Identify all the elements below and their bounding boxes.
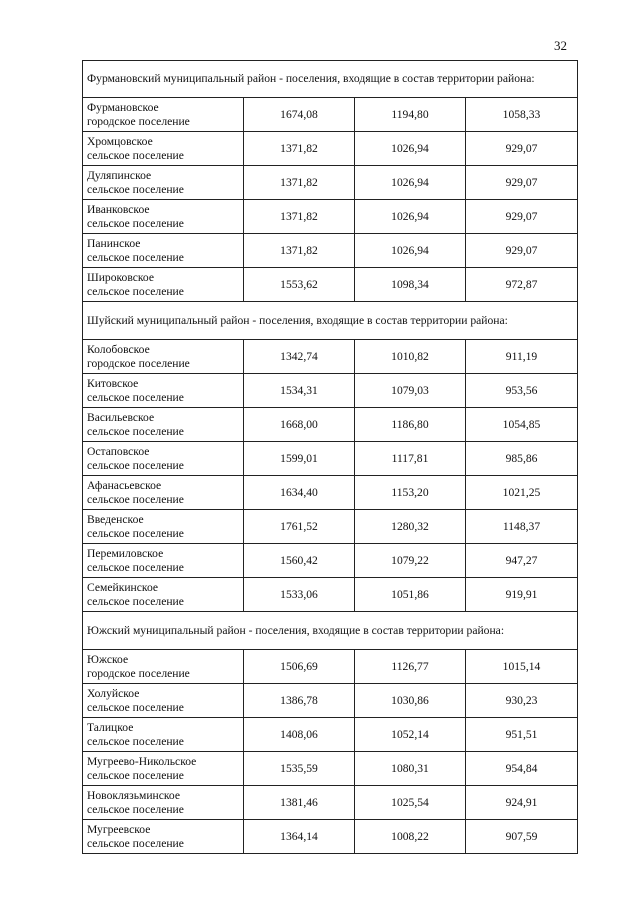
table-row: [83, 268, 578, 302]
value-cell-2: 1030,86: [355, 684, 466, 718]
page-number: 32: [554, 38, 567, 53]
settlement-cell: [83, 476, 244, 510]
value-cell-2: 1026,94: [355, 200, 466, 234]
value-cell-2: 1280,32: [355, 510, 466, 544]
value-cell-1: 1533,06: [244, 578, 355, 612]
value-cell-1: 1553,62: [244, 268, 355, 302]
value-cell-2: 1051,86: [355, 578, 466, 612]
table-row: [83, 408, 578, 442]
settlement-cell: [83, 408, 244, 442]
settlement-cell: [83, 442, 244, 476]
table-row: [83, 684, 578, 718]
settlement-name: Китовское: [87, 376, 139, 390]
table-row: [83, 340, 578, 374]
settlement-cell: [83, 374, 244, 408]
settlement-name: Введенское: [87, 512, 144, 526]
value-cell-1: 1371,82: [244, 234, 355, 268]
settlement-name: Широковское: [87, 270, 155, 284]
value-cell-1: 1364,14: [244, 820, 355, 854]
settlement-type: сельское поселение: [87, 182, 184, 196]
settlement-name: Семейкинское: [87, 580, 159, 594]
table-row: [83, 718, 578, 752]
value-cell-1: 1599,01: [244, 442, 355, 476]
settlement-cell: [83, 340, 244, 374]
settlement-cell: [83, 544, 244, 578]
settlement-name: Мугреевское: [87, 822, 151, 836]
value-cell-1: 1386,78: [244, 684, 355, 718]
value-cell-1: 1408,06: [244, 718, 355, 752]
settlement-type: сельское поселение: [87, 424, 184, 438]
table-row: [83, 544, 578, 578]
table-row: [83, 442, 578, 476]
table-body: [83, 61, 578, 854]
settlement-type: сельское поселение: [87, 734, 184, 748]
table-row: [83, 374, 578, 408]
value-cell-2: 1153,20: [355, 476, 466, 510]
settlement-type: сельское поселение: [87, 594, 184, 608]
table-row: [83, 650, 578, 684]
settlement-name: Мугреево-Никольское: [87, 754, 197, 768]
settlement-type: сельское поселение: [87, 560, 184, 574]
value-cell-1: 1560,42: [244, 544, 355, 578]
settlement-name: Панинское: [87, 236, 141, 250]
value-cell-2: 1126,77: [355, 650, 466, 684]
value-cell-1: 1534,31: [244, 374, 355, 408]
settlement-cell: [83, 234, 244, 268]
section-heading-row: [83, 302, 578, 340]
value-cell-1: 1674,08: [244, 98, 355, 132]
section-heading: Фурмановский муниципальный район - поселения, входящие в состав территории района:: [83, 61, 578, 98]
value-cell-2: 1008,22: [355, 820, 466, 854]
value-cell-2: 1194,80: [355, 98, 466, 132]
settlement-type: сельское поселение: [87, 284, 184, 298]
settlement-cell: [83, 200, 244, 234]
value-cell-2: 1026,94: [355, 234, 466, 268]
value-cell-3: 929,07: [466, 132, 578, 166]
settlement-type: сельское поселение: [87, 148, 184, 162]
table-row: [83, 166, 578, 200]
table-row: [83, 98, 578, 132]
value-cell-3: 972,87: [466, 268, 578, 302]
value-cell-1: 1634,40: [244, 476, 355, 510]
value-cell-3: 953,56: [466, 374, 578, 408]
value-cell-3: 951,51: [466, 718, 578, 752]
value-cell-1: 1371,82: [244, 132, 355, 166]
value-cell-3: 929,07: [466, 200, 578, 234]
value-cell-3: 985,86: [466, 442, 578, 476]
settlement-cell: [83, 268, 244, 302]
settlement-name: Остаповское: [87, 444, 150, 458]
settlement-type: сельское поселение: [87, 250, 184, 264]
value-cell-1: 1668,00: [244, 408, 355, 442]
settlement-name: Перемиловское: [87, 546, 164, 560]
value-cell-3: 911,19: [466, 340, 578, 374]
settlement-cell: [83, 510, 244, 544]
settlement-name: Васильевское: [87, 410, 155, 424]
value-cell-2: 1098,34: [355, 268, 466, 302]
value-cell-1: 1535,59: [244, 752, 355, 786]
settlement-name: Колобовское: [87, 342, 150, 356]
settlement-name: Афанасьевское: [87, 478, 162, 492]
settlement-type: сельское поселение: [87, 700, 184, 714]
settlement-type: сельское поселение: [87, 768, 184, 782]
table-row: [83, 132, 578, 166]
settlement-type: городское поселение: [87, 114, 190, 128]
value-cell-3: 929,07: [466, 234, 578, 268]
settlement-cell: [83, 132, 244, 166]
settlement-name: Новоклязьминское: [87, 788, 180, 802]
settlement-type: сельское поселение: [87, 492, 184, 506]
section-heading: Шуйский муниципальный район - поселения, входящие в состав территории района:: [83, 302, 578, 340]
value-cell-3: 1148,37: [466, 510, 578, 544]
settlement-type: городское поселение: [87, 666, 190, 680]
settlement-type: сельское поселение: [87, 216, 184, 230]
value-cell-2: 1117,81: [355, 442, 466, 476]
value-cell-1: 1342,74: [244, 340, 355, 374]
value-cell-1: 1371,82: [244, 166, 355, 200]
value-cell-2: 1079,22: [355, 544, 466, 578]
settlement-name: Южское: [87, 652, 129, 666]
settlement-name: Талицкое: [87, 720, 134, 734]
settlement-type: сельское поселение: [87, 802, 184, 816]
settlement-cell: [83, 650, 244, 684]
settlement-cell: [83, 752, 244, 786]
value-cell-3: 1058,33: [466, 98, 578, 132]
value-cell-1: 1761,52: [244, 510, 355, 544]
settlement-type: сельское поселение: [87, 390, 184, 404]
settlement-type: сельское поселение: [87, 836, 184, 850]
settlement-cell: [83, 684, 244, 718]
value-cell-3: 947,27: [466, 544, 578, 578]
settlements-table: [82, 60, 578, 854]
value-cell-1: 1371,82: [244, 200, 355, 234]
value-cell-2: 1026,94: [355, 166, 466, 200]
section-heading-row: [83, 61, 578, 98]
value-cell-2: 1010,82: [355, 340, 466, 374]
value-cell-3: 954,84: [466, 752, 578, 786]
settlement-name: Фурмановское: [87, 100, 159, 114]
value-cell-3: 929,07: [466, 166, 578, 200]
settlement-cell: [83, 820, 244, 854]
value-cell-3: 924,91: [466, 786, 578, 820]
table-row: [83, 752, 578, 786]
table-row: [83, 476, 578, 510]
settlement-cell: [83, 98, 244, 132]
table-row: [83, 786, 578, 820]
value-cell-3: 1054,85: [466, 408, 578, 442]
settlement-cell: [83, 718, 244, 752]
value-cell-2: 1026,94: [355, 132, 466, 166]
settlement-name: Холуйское: [87, 686, 140, 700]
value-cell-3: 907,59: [466, 820, 578, 854]
settlement-name: Дуляпинское: [87, 168, 152, 182]
value-cell-3: 930,23: [466, 684, 578, 718]
table-row: [83, 200, 578, 234]
value-cell-1: 1506,69: [244, 650, 355, 684]
value-cell-1: 1381,46: [244, 786, 355, 820]
settlement-cell: [83, 166, 244, 200]
value-cell-3: 919,91: [466, 578, 578, 612]
value-cell-2: 1186,80: [355, 408, 466, 442]
table-row: [83, 510, 578, 544]
value-cell-2: 1025,54: [355, 786, 466, 820]
settlement-name: Иванковское: [87, 202, 150, 216]
value-cell-3: 1021,25: [466, 476, 578, 510]
value-cell-2: 1052,14: [355, 718, 466, 752]
settlement-name: Хромцовское: [87, 134, 153, 148]
value-cell-2: 1080,31: [355, 752, 466, 786]
settlement-cell: [83, 578, 244, 612]
table-row: [83, 578, 578, 612]
value-cell-3: 1015,14: [466, 650, 578, 684]
settlement-cell: [83, 786, 244, 820]
section-heading: Южский муниципальный район - поселения, входящие в состав территории района:: [83, 612, 578, 650]
table-row: [83, 234, 578, 268]
section-heading-row: [83, 612, 578, 650]
settlement-type: сельское поселение: [87, 458, 184, 472]
table-row: [83, 820, 578, 854]
settlement-type: сельское поселение: [87, 526, 184, 540]
settlement-type: городское поселение: [87, 356, 190, 370]
value-cell-2: 1079,03: [355, 374, 466, 408]
